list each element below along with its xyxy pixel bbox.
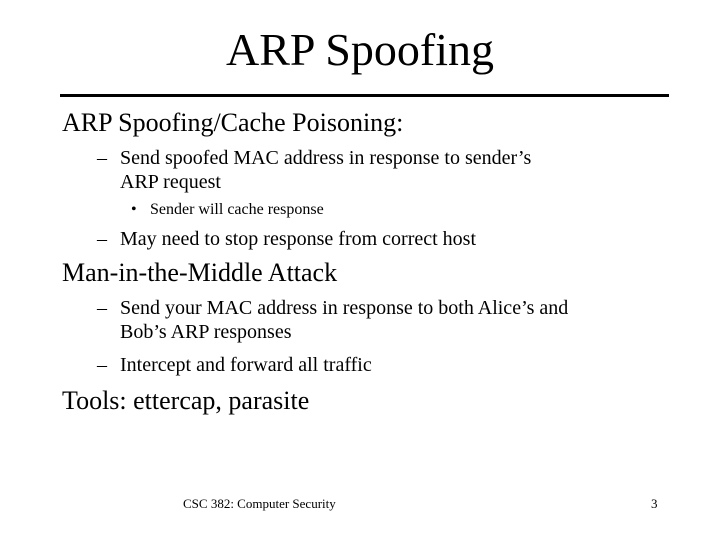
bullet-heading-tools: Tools: ettercap, parasite <box>62 386 310 415</box>
dash-marker: – <box>97 228 107 250</box>
footer-course: CSC 382: Computer Security <box>183 496 336 511</box>
sub-sub-bullet-text: Sender will cache response <box>150 201 324 218</box>
sub-bullet-line: Send spoofed MAC address in response to sender’s <box>120 147 532 169</box>
dash-marker: – <box>97 297 107 319</box>
dash-marker: – <box>97 147 107 169</box>
dot-marker: • <box>131 201 137 218</box>
page-number: 3 <box>651 496 658 511</box>
sub-bullet-line: Intercept and forward all traffic <box>120 354 372 376</box>
title-divider <box>60 94 669 97</box>
sub-bullet-line: ARP request <box>120 171 221 193</box>
sub-bullet-line: Send your MAC address in response to both Alice’s and <box>120 297 569 319</box>
sub-bullet-line: Bob’s ARP responses <box>120 321 292 343</box>
dash-marker: – <box>97 354 107 376</box>
slide-title: ARP Spoofing <box>226 24 494 75</box>
bullet-heading-arp-spoofing: ARP Spoofing/Cache Poisoning: <box>62 108 404 137</box>
sub-bullet-line: May need to stop response from correct host <box>120 228 477 250</box>
bullet-heading-mitm: Man-in-the-Middle Attack <box>62 258 338 287</box>
